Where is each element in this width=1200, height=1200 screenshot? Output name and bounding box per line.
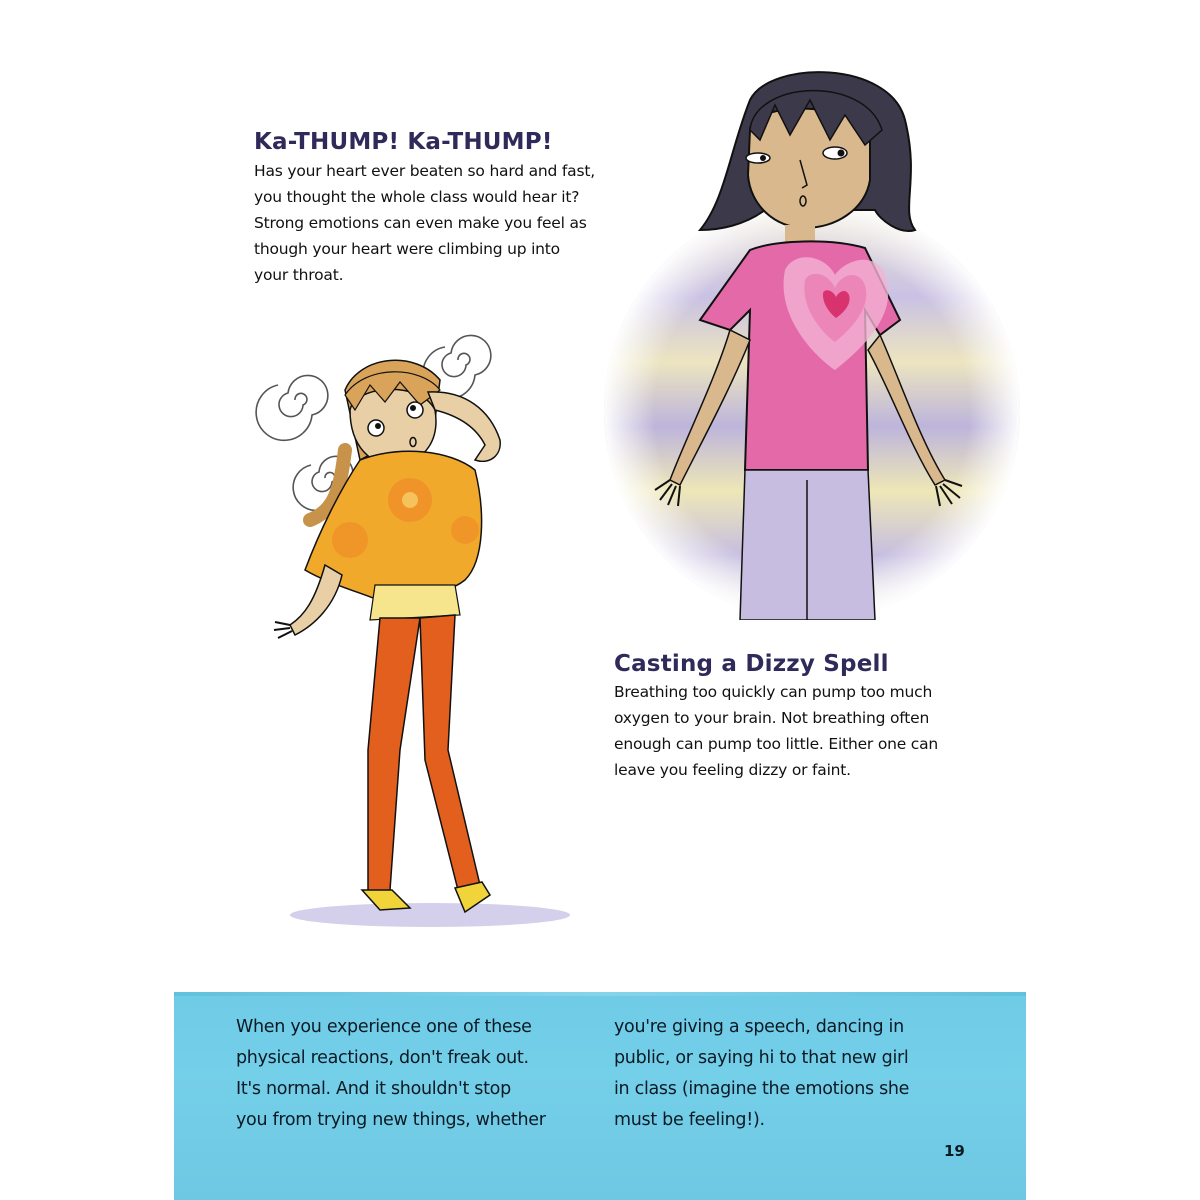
section-body bbox=[254, 158, 614, 288]
text-line: physical reactions, don't freak out. bbox=[236, 1048, 529, 1068]
text-line: your throat. bbox=[254, 266, 344, 284]
text-line: in class (imagine the emotions she bbox=[614, 1079, 910, 1099]
dizzy-girl-illustration bbox=[250, 330, 590, 930]
section-kathump bbox=[254, 128, 614, 288]
text-line: though your heart were climbing up into bbox=[254, 240, 560, 258]
text-line: public, or saying hi to that new girl bbox=[614, 1048, 909, 1068]
text-line: Has your heart ever beaten so hard and fast, bbox=[254, 162, 595, 180]
text-line: When you experience one of these bbox=[236, 1017, 532, 1037]
section-heading: Casting a Dizzy Spell bbox=[614, 651, 889, 677]
text-line: Strong emotions can even make you feel as bbox=[254, 214, 587, 232]
section-heading: Ka-THUMP! Ka-THUMP! bbox=[254, 129, 553, 155]
text-line: you from trying new things, whether bbox=[236, 1110, 546, 1130]
callout-column-left bbox=[236, 1012, 546, 1136]
text-line: It's normal. And it shouldn't stop bbox=[236, 1079, 511, 1099]
page-number: 19 bbox=[944, 1142, 965, 1160]
callout-box bbox=[174, 992, 1026, 1200]
callout-column-right bbox=[614, 1012, 909, 1136]
heart-girl-illustration bbox=[600, 60, 1030, 620]
section-dizzy-spell bbox=[614, 650, 974, 783]
text-line: oxygen to your brain. Not breathing often bbox=[614, 709, 930, 727]
ground-shadow bbox=[290, 903, 570, 927]
text-line: enough can pump too little. Either one can bbox=[614, 735, 939, 753]
section-body bbox=[614, 679, 974, 783]
text-line: Breathing too quickly can pump too much bbox=[614, 683, 933, 701]
text-line: leave you feeling dizzy or faint. bbox=[614, 761, 851, 779]
text-line: you're giving a speech, dancing in bbox=[614, 1017, 904, 1037]
text-line: must be feeling!). bbox=[614, 1110, 765, 1130]
text-line: you thought the whole class would hear it? bbox=[254, 188, 580, 206]
